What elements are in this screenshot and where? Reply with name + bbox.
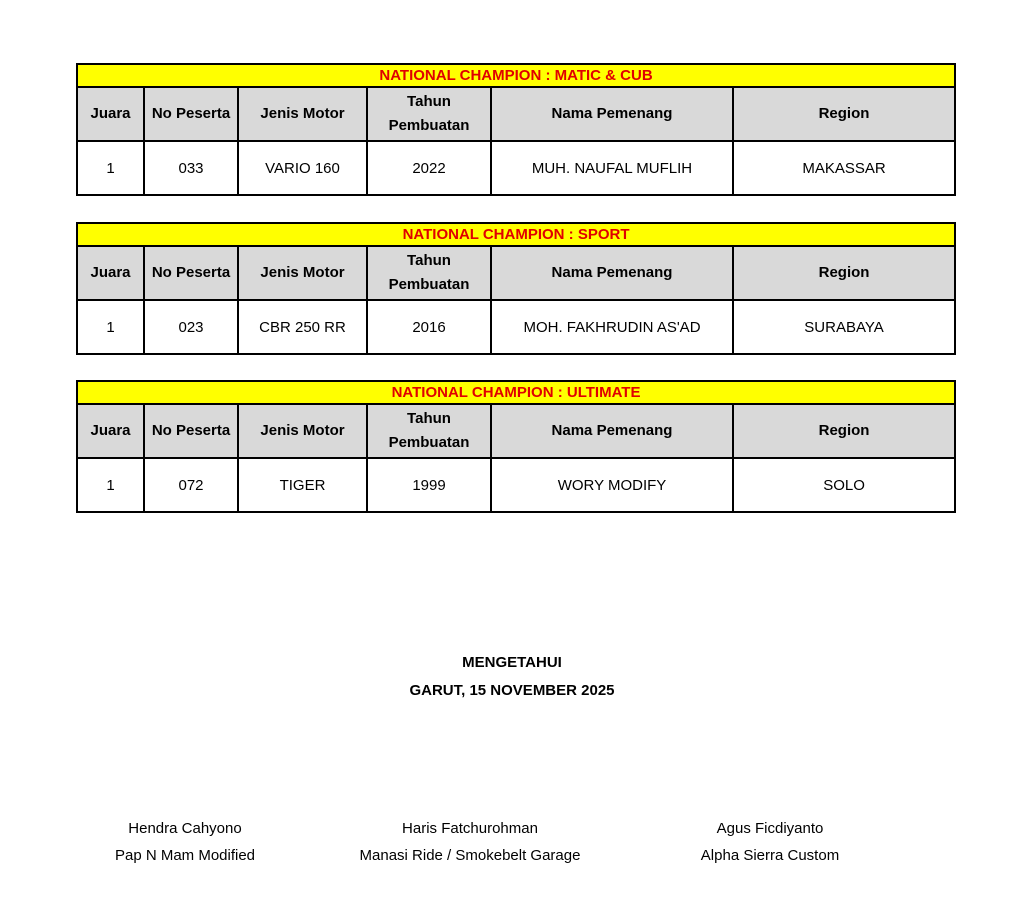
table-title: NATIONAL CHAMPION : SPORT bbox=[77, 223, 955, 246]
header-no-peserta: No Peserta bbox=[144, 246, 238, 300]
table-row bbox=[77, 300, 955, 354]
header-region: Region bbox=[733, 87, 955, 141]
signer-2 bbox=[320, 815, 620, 869]
header-nama-pemenang: Nama Pemenang bbox=[491, 246, 733, 300]
cell-jenis-motor: TIGER bbox=[238, 458, 367, 512]
cell-nama: MUH. NAUFAL MUFLIH bbox=[491, 141, 733, 195]
header-juara: Juara bbox=[77, 87, 144, 141]
signer-name: Haris Fatchurohman bbox=[402, 820, 538, 837]
cell-tahun: 1999 bbox=[367, 458, 491, 512]
cell-jenis-motor: VARIO 160 bbox=[238, 141, 367, 195]
cell-region: SURABAYA bbox=[733, 300, 955, 354]
cell-juara: 1 bbox=[77, 300, 144, 354]
signer-organization: Manasi Ride / Smokebelt Garage bbox=[359, 847, 581, 864]
header-jenis-motor: Jenis Motor bbox=[238, 87, 367, 141]
header-jenis-motor: Jenis Motor bbox=[238, 246, 367, 300]
signer-3 bbox=[660, 815, 880, 869]
table-row bbox=[77, 458, 955, 512]
header-tahun-line2: Pembuatan bbox=[388, 434, 470, 451]
header-region: Region bbox=[733, 246, 955, 300]
signer-organization: Alpha Sierra Custom bbox=[700, 847, 840, 864]
results-table-matic-cub bbox=[76, 63, 956, 196]
header-tahun-line1: Tahun bbox=[407, 410, 451, 427]
header-no-peserta: No Peserta bbox=[144, 404, 238, 458]
header-tahun-line1: Tahun bbox=[407, 252, 451, 269]
cell-region: MAKASSAR bbox=[733, 141, 955, 195]
header-juara: Juara bbox=[77, 246, 144, 300]
cell-juara: 1 bbox=[77, 458, 144, 512]
header-no-peserta: No Peserta bbox=[144, 87, 238, 141]
cell-jenis-motor: CBR 250 RR bbox=[238, 300, 367, 354]
results-table-sport bbox=[76, 222, 956, 355]
cell-no-peserta: 023 bbox=[144, 300, 238, 354]
signer-organization: Pap N Mam Modified bbox=[114, 847, 256, 864]
header-tahun-pembuatan bbox=[367, 404, 491, 458]
cell-no-peserta: 033 bbox=[144, 141, 238, 195]
header-nama-pemenang: Nama Pemenang bbox=[491, 404, 733, 458]
header-tahun-pembuatan bbox=[367, 87, 491, 141]
results-table-ultimate bbox=[76, 380, 956, 513]
acknowledgement-title: MENGETAHUI bbox=[462, 654, 562, 671]
cell-tahun: 2016 bbox=[367, 300, 491, 354]
header-tahun-pembuatan bbox=[367, 246, 491, 300]
header-jenis-motor: Jenis Motor bbox=[238, 404, 367, 458]
signer-name: Hendra Cahyono bbox=[128, 820, 242, 837]
header-region: Region bbox=[733, 404, 955, 458]
header-nama-pemenang: Nama Pemenang bbox=[491, 87, 733, 141]
cell-tahun: 2022 bbox=[367, 141, 491, 195]
cell-region: SOLO bbox=[733, 458, 955, 512]
header-tahun-line1: Tahun bbox=[407, 93, 451, 110]
header-tahun-line2: Pembuatan bbox=[388, 117, 470, 134]
cell-juara: 1 bbox=[77, 141, 144, 195]
cell-nama: MOH. FAKHRUDIN AS'AD bbox=[491, 300, 733, 354]
table-title: NATIONAL CHAMPION : ULTIMATE bbox=[77, 381, 955, 404]
header-tahun-line2: Pembuatan bbox=[388, 276, 470, 293]
signer-name: Agus Ficdiyanto bbox=[716, 820, 824, 837]
header-juara: Juara bbox=[77, 404, 144, 458]
signer-1 bbox=[85, 815, 285, 869]
acknowledgement-place-date: GARUT, 15 NOVEMBER 2025 bbox=[409, 682, 615, 699]
cell-no-peserta: 072 bbox=[144, 458, 238, 512]
table-row bbox=[77, 141, 955, 195]
table-title: NATIONAL CHAMPION : MATIC & CUB bbox=[77, 64, 955, 87]
cell-nama: WORY MODIFY bbox=[491, 458, 733, 512]
